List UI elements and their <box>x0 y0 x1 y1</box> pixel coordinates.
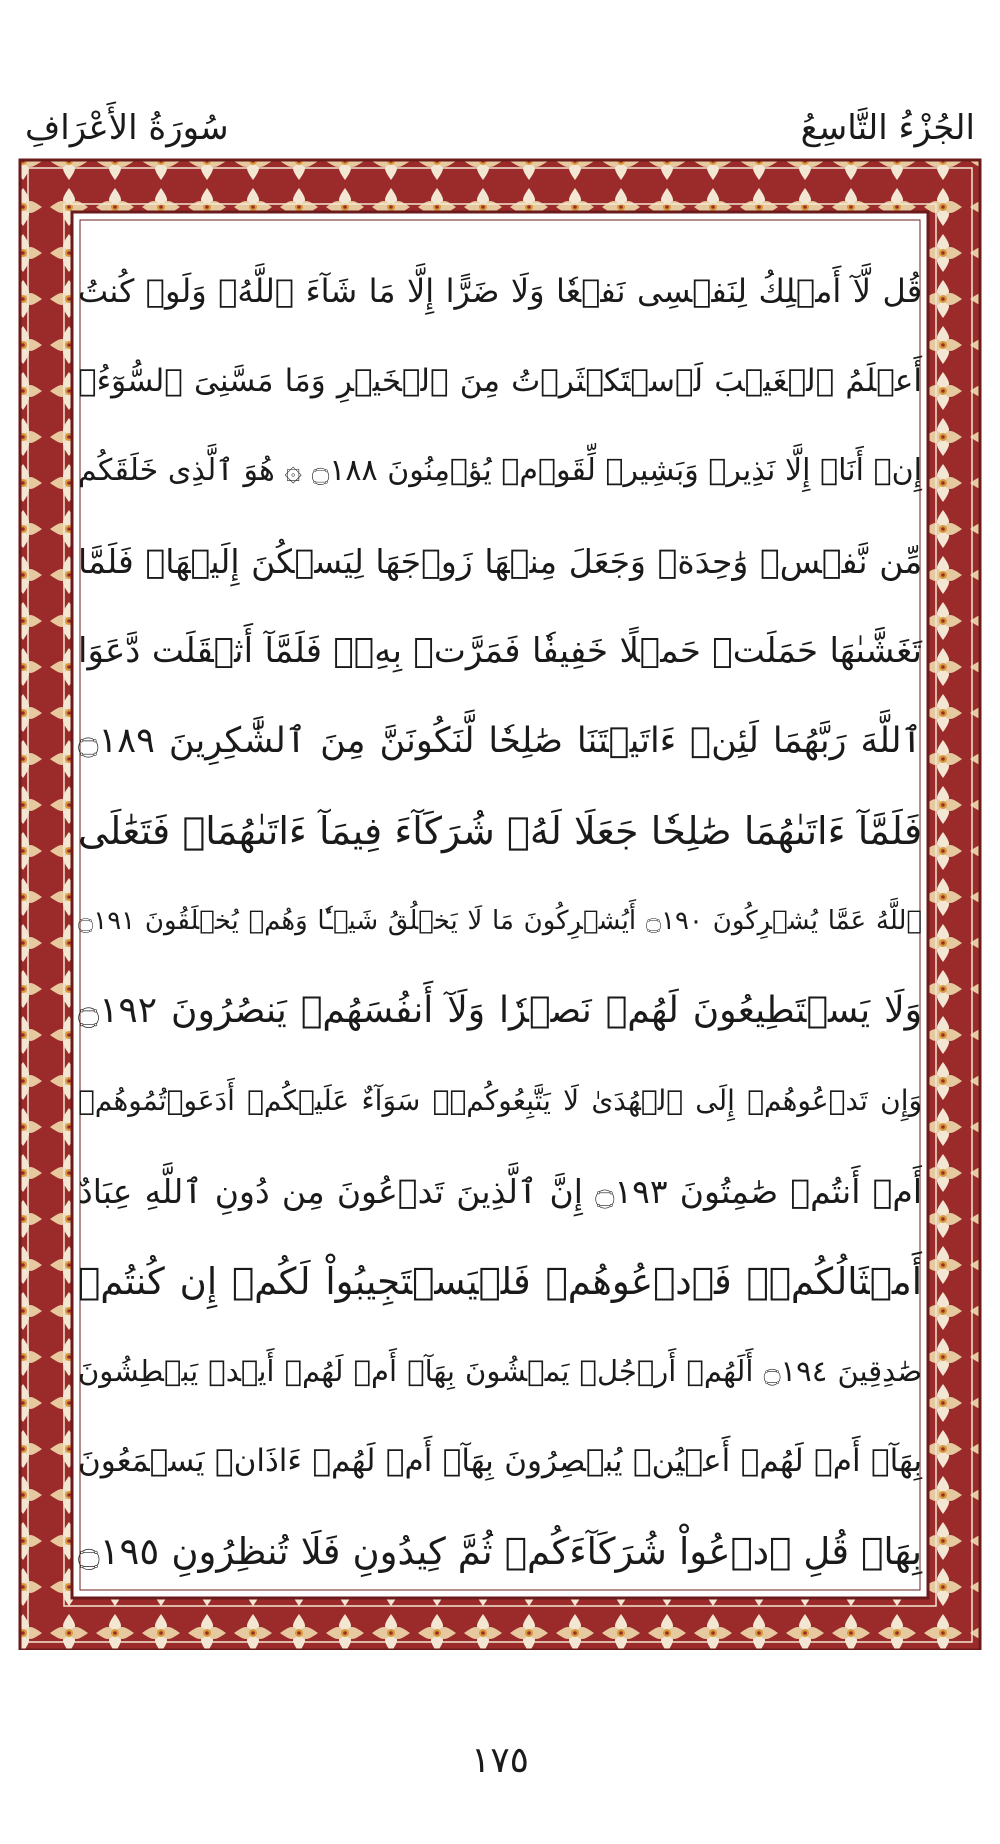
surah-title: سُورَةُ الأَعْرَافِ <box>25 108 229 148</box>
page-number: ١٧٥ <box>470 1740 529 1781</box>
text-line: قُل لَّآ أَمۡلِكُ لِنَفۡسِى نَفۡعٗا وَلَا ضَرًّا إِلَّا مَا شَآءَ ٱللَّهُۚ وَلَوۡ كُنتُ <box>78 272 922 310</box>
text-line: وَإِن تَدۡعُوهُمۡ إِلَى ٱلۡهُدَىٰ لَا يَتَّبِعُوكُمۡۚ سَوَآءٌ عَلَيۡكُمۡ أَدَعَوۡتُمُوهُمۡ <box>78 1084 922 1117</box>
text-line: أَعۡلَمُ ٱلۡغَيۡبَ لَٱسۡتَكۡثَرۡتُ مِنَ ٱلۡخَيۡرِ وَمَا مَسَّنِىَ ٱلسُّوٓءُۚ <box>78 362 922 399</box>
text-line: ٱللَّهَ رَبَّهُمَا لَئِنۡ ءَاتَيۡتَنَا صَٰلِحٗا لَّنَكُونَنَّ مِنَ ٱلشَّٰكِرِينَ ۝١٨٩ <box>78 720 922 761</box>
quran-text <box>78 248 922 1628</box>
text-line: وَلَا يَسۡتَطِيعُونَ لَهُمۡ نَصۡرٗا وَلَآ أَنفُسَهُمۡ يَنصُرُونَ ۝١٩٢ <box>78 990 922 1031</box>
text-line: ٱللَّهُ عَمَّا يُشۡرِكُونَ ۝١٩٠ أَيُشۡرِكُونَ مَا لَا يَخۡلُقُ شَيۡـٔٗا وَهُمۡ يُخۡلَقُونَ ۝١٩١ <box>78 906 922 936</box>
text-line: مِّن نَّفۡسٖ وَٰحِدَةٖ وَجَعَلَ مِنۡهَا زَوۡجَهَا لِيَسۡكُنَ إِلَيۡهَاۖ فَلَمَّا <box>78 541 922 581</box>
text-line: أَمۡثَالُكُمۡۖ فَٱدۡعُوهُمۡ فَلۡيَسۡتَجِيبُواْ لَكُمۡ إِن كُنتُمۡ <box>78 1259 922 1303</box>
text-line: فَلَمَّآ ءَاتَىٰهُمَا صَٰلِحٗا جَعَلَا لَهُۥ شُرَكَآءَ فِيمَآ ءَاتَىٰهُمَاۚ فَتَعَٰلَى <box>78 809 922 853</box>
text-line: إِنۡ أَنَا۠ إِلَّا نَذِيرٞ وَبَشِيرٞ لِّقَوۡمٖ يُؤۡمِنُونَ ۝١٨٨ ۞ هُوَ ٱلَّذِى خَلَقَكُم <box>78 453 922 488</box>
text-line: بِهَاۗ قُلِ ٱدۡعُواْ شُرَكَآءَكُمۡ ثُمَّ كِيدُونِ فَلَا تُنظِرُونِ ۝١٩٥ <box>78 1529 922 1573</box>
text-line: بِهَآۖ أَمۡ لَهُمۡ أَعۡيُنٞ يُبۡصِرُونَ بِهَآۖ أَمۡ لَهُمۡ ءَاذَانٞ يَسۡمَعُونَ <box>78 1442 922 1479</box>
juz-title: الجُزْءُ التَّاسِعُ <box>800 108 975 148</box>
text-line: تَغَشَّىٰهَا حَمَلَتۡ حَمۡلًا خَفِيفٗا فَمَرَّتۡ بِهِۦۖ فَلَمَّآ أَثۡقَلَت دَّعَوَا <box>78 631 922 671</box>
text-line: أَمۡ أَنتُمۡ صَٰمِتُونَ ۝١٩٣ إِنَّ ٱلَّذِينَ تَدۡعُونَ مِن دُونِ ٱللَّهِ عِبَادٌ <box>78 1171 922 1211</box>
text-line: صَٰدِقِينَ ۝١٩٤ أَلَهُمۡ أَرۡجُلٞ يَمۡشُونَ بِهَآۖ أَمۡ لَهُمۡ أَيۡدٖ يَبۡطِشُونَ <box>78 1353 922 1388</box>
